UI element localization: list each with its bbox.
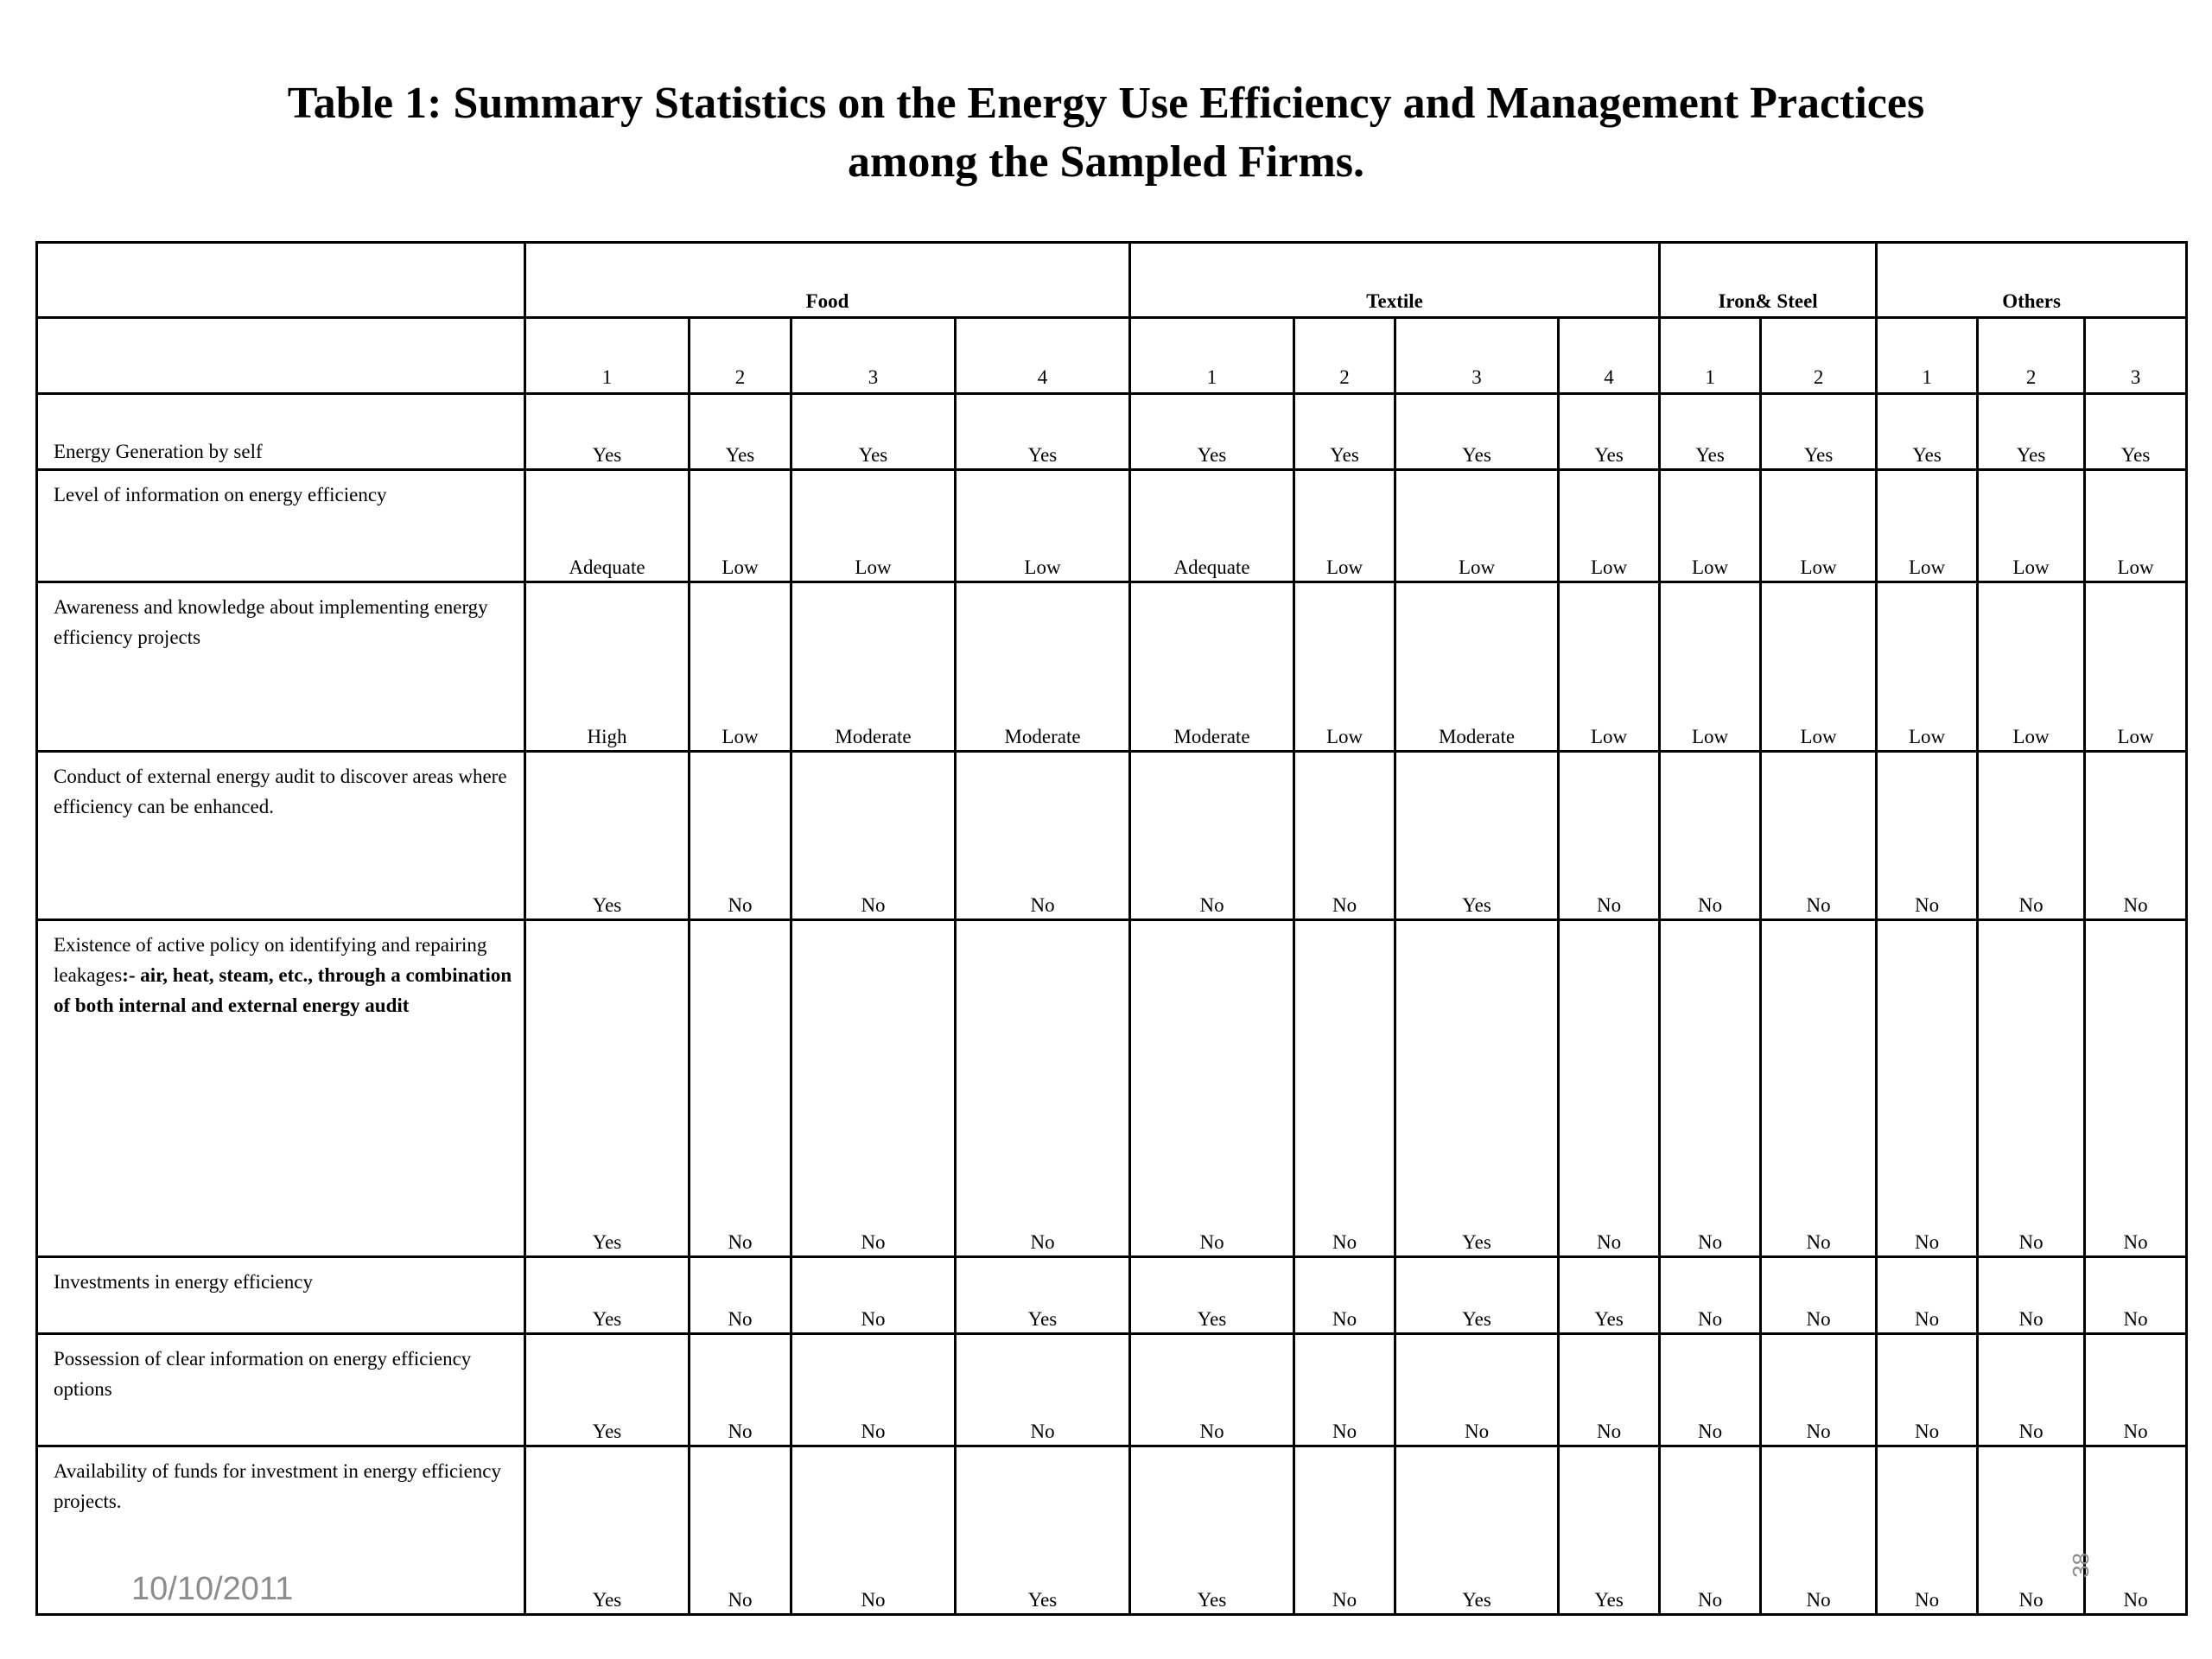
row-label: Level of information on energy efficiency bbox=[37, 470, 525, 582]
table-cell: Moderate bbox=[956, 582, 1130, 752]
firm-number: 1 bbox=[1130, 318, 1294, 394]
firm-number-row bbox=[37, 318, 2187, 394]
row-label bbox=[37, 920, 525, 1257]
table-cell: No bbox=[791, 1257, 956, 1334]
table-cell: Low bbox=[690, 582, 791, 752]
table-cell: Yes bbox=[1395, 394, 1559, 470]
table-title-line-1: Table 1: Summary Statistics on the Energy Use Efficiency and Management Practices bbox=[287, 79, 1925, 128]
table-cell: High bbox=[525, 582, 690, 752]
table-cell: Low bbox=[1761, 470, 1877, 582]
row-label: Possession of clear information on energy efficiency options bbox=[37, 1334, 525, 1446]
table-cell: No bbox=[1978, 1446, 2085, 1615]
row-label: Energy Generation by self bbox=[37, 394, 525, 470]
footer-page-number: 38 bbox=[2068, 1553, 2094, 1578]
firm-number: 1 bbox=[1877, 318, 1978, 394]
table-cell: Yes bbox=[690, 394, 791, 470]
table-cell: Yes bbox=[2085, 394, 2187, 470]
table-cell: No bbox=[1877, 1446, 1978, 1615]
table-cell: Moderate bbox=[791, 582, 956, 752]
table-cell: Yes bbox=[525, 1334, 690, 1446]
table-row bbox=[37, 1257, 2187, 1334]
firm-number: 4 bbox=[1559, 318, 1660, 394]
table-row bbox=[37, 1446, 2187, 1615]
group-header-food: Food bbox=[525, 243, 1130, 318]
table-cell: No bbox=[690, 1334, 791, 1446]
table-cell: Yes bbox=[1877, 394, 1978, 470]
table-cell: Low bbox=[2085, 582, 2187, 752]
table-row bbox=[37, 752, 2187, 920]
table-cell: No bbox=[791, 1446, 956, 1615]
table-cell: No bbox=[1294, 1446, 1395, 1615]
group-header-others: Others bbox=[1877, 243, 2187, 318]
table-cell: Low bbox=[1877, 470, 1978, 582]
table-cell: Adequate bbox=[1130, 470, 1294, 582]
table-cell: No bbox=[2085, 920, 2187, 1257]
firm-number: 1 bbox=[1660, 318, 1761, 394]
table-cell: Low bbox=[1559, 582, 1660, 752]
table-cell: No bbox=[1130, 1334, 1294, 1446]
table-cell: Yes bbox=[1761, 394, 1877, 470]
table-cell: Yes bbox=[1294, 394, 1395, 470]
table-cell: No bbox=[1660, 920, 1761, 1257]
table-row bbox=[37, 582, 2187, 752]
corner-cell-2 bbox=[37, 318, 525, 394]
table-cell: Yes bbox=[1978, 394, 2085, 470]
table-cell: Yes bbox=[525, 920, 690, 1257]
table-cell: Low bbox=[1395, 470, 1559, 582]
table-cell: No bbox=[1559, 1334, 1660, 1446]
table-cell: Yes bbox=[956, 1446, 1130, 1615]
row-label: Awareness and knowledge about implementing energy efficiency projects bbox=[37, 582, 525, 752]
firm-number: 2 bbox=[1978, 318, 2085, 394]
table-cell: No bbox=[1761, 1334, 1877, 1446]
group-header-iron-steel: Iron& Steel bbox=[1660, 243, 1877, 318]
table-cell: Yes bbox=[1559, 394, 1660, 470]
table-cell: Yes bbox=[1130, 394, 1294, 470]
table-cell: No bbox=[1761, 1257, 1877, 1334]
table-title bbox=[0, 74, 2212, 192]
table-cell: No bbox=[1978, 1257, 2085, 1334]
table-cell: No bbox=[1294, 920, 1395, 1257]
table-cell: Yes bbox=[956, 394, 1130, 470]
table-cell: Low bbox=[1761, 582, 1877, 752]
table-cell: No bbox=[1761, 1446, 1877, 1615]
table-cell: No bbox=[1877, 1257, 1978, 1334]
table-cell: No bbox=[1877, 752, 1978, 920]
table-cell: Yes bbox=[525, 752, 690, 920]
table-cell: Low bbox=[1294, 470, 1395, 582]
table-cell: Yes bbox=[791, 394, 956, 470]
table-cell: No bbox=[1660, 1257, 1761, 1334]
table-cell: No bbox=[2085, 1446, 2187, 1615]
firm-number: 2 bbox=[1294, 318, 1395, 394]
table-cell: Moderate bbox=[1395, 582, 1559, 752]
table-cell: No bbox=[1660, 1446, 1761, 1615]
table-cell: Yes bbox=[1395, 752, 1559, 920]
table-cell: No bbox=[1130, 920, 1294, 1257]
table-cell: Moderate bbox=[1130, 582, 1294, 752]
table-cell: Yes bbox=[1559, 1257, 1660, 1334]
table-cell: Yes bbox=[1559, 1446, 1660, 1615]
group-header-row bbox=[37, 243, 2187, 318]
table-cell: No bbox=[1877, 920, 1978, 1257]
corner-cell bbox=[37, 243, 525, 318]
firm-number: 3 bbox=[1395, 318, 1559, 394]
table-cell: No bbox=[1660, 1334, 1761, 1446]
table-row bbox=[37, 470, 2187, 582]
table-cell: Low bbox=[1294, 582, 1395, 752]
table-cell: No bbox=[956, 920, 1130, 1257]
table-cell: Low bbox=[956, 470, 1130, 582]
table-cell: Yes bbox=[525, 1446, 690, 1615]
footer-date: 10/10/2011 bbox=[131, 1571, 294, 1607]
table-cell: No bbox=[690, 752, 791, 920]
table-cell: Low bbox=[1978, 470, 2085, 582]
table-cell: Yes bbox=[525, 1257, 690, 1334]
table-cell: No bbox=[1130, 752, 1294, 920]
table-cell: Low bbox=[1877, 582, 1978, 752]
table-cell: Low bbox=[1978, 582, 2085, 752]
table-cell: Yes bbox=[956, 1257, 1130, 1334]
row-label: Conduct of external energy audit to discover areas where efficiency can be enhanced. bbox=[37, 752, 525, 920]
table-row bbox=[37, 1334, 2187, 1446]
table-cell: No bbox=[956, 1334, 1130, 1446]
table-cell: No bbox=[791, 1334, 956, 1446]
table-cell: No bbox=[2085, 752, 2187, 920]
table-cell: No bbox=[1761, 920, 1877, 1257]
table-cell: No bbox=[956, 752, 1130, 920]
table-cell: No bbox=[690, 1257, 791, 1334]
table-cell: No bbox=[1978, 752, 2085, 920]
table-row bbox=[37, 394, 2187, 470]
table-cell: Yes bbox=[1660, 394, 1761, 470]
firm-number: 3 bbox=[791, 318, 956, 394]
table-cell: No bbox=[1294, 1257, 1395, 1334]
table-cell: No bbox=[2085, 1334, 2187, 1446]
summary-statistics-table bbox=[35, 241, 2188, 1616]
table-cell: Low bbox=[2085, 470, 2187, 582]
table-title-line-2: among the Sampled Firms. bbox=[848, 137, 1364, 187]
table-cell: No bbox=[2085, 1257, 2187, 1334]
table-cell: Low bbox=[1559, 470, 1660, 582]
table-cell: Yes bbox=[525, 394, 690, 470]
row-label: Availability of funds for investment in energy efficiency projects. bbox=[37, 1446, 525, 1615]
firm-number: 4 bbox=[956, 318, 1130, 394]
table-cell: Adequate bbox=[525, 470, 690, 582]
row-label-text: Existence of active policy on identifying and repairing leakages bbox=[54, 934, 487, 986]
row-label: Investments in energy efficiency bbox=[37, 1257, 525, 1334]
table-cell: No bbox=[791, 752, 956, 920]
row-label-bold-text: :- air, heat, steam, etc., through a combination of both internal and external energy audit bbox=[54, 964, 512, 1016]
table-cell: Yes bbox=[1395, 1446, 1559, 1615]
table-row bbox=[37, 920, 2187, 1257]
table-cell: No bbox=[1294, 752, 1395, 920]
table-cell: No bbox=[1978, 1334, 2085, 1446]
table-cell: Yes bbox=[1395, 1257, 1559, 1334]
table-cell: Yes bbox=[1395, 920, 1559, 1257]
firm-number: 2 bbox=[690, 318, 791, 394]
table-cell: No bbox=[1877, 1334, 1978, 1446]
table-cell: No bbox=[690, 920, 791, 1257]
table-cell: Low bbox=[1660, 470, 1761, 582]
table-cell: Low bbox=[690, 470, 791, 582]
table-cell: No bbox=[690, 1446, 791, 1615]
firm-number: 1 bbox=[525, 318, 690, 394]
table-cell: Low bbox=[1660, 582, 1761, 752]
table-cell: Low bbox=[791, 470, 956, 582]
firm-number: 3 bbox=[2085, 318, 2187, 394]
table-cell: No bbox=[1294, 1334, 1395, 1446]
firm-number: 2 bbox=[1761, 318, 1877, 394]
table-cell: No bbox=[1559, 920, 1660, 1257]
table-cell: No bbox=[1395, 1334, 1559, 1446]
table-cell: No bbox=[1761, 752, 1877, 920]
table-cell: No bbox=[1660, 752, 1761, 920]
table-cell: No bbox=[791, 920, 956, 1257]
table-cell: Yes bbox=[1130, 1446, 1294, 1615]
table-cell: Yes bbox=[1130, 1257, 1294, 1334]
table-cell: No bbox=[1559, 752, 1660, 920]
group-header-textile: Textile bbox=[1130, 243, 1660, 318]
table-cell: No bbox=[1978, 920, 2085, 1257]
